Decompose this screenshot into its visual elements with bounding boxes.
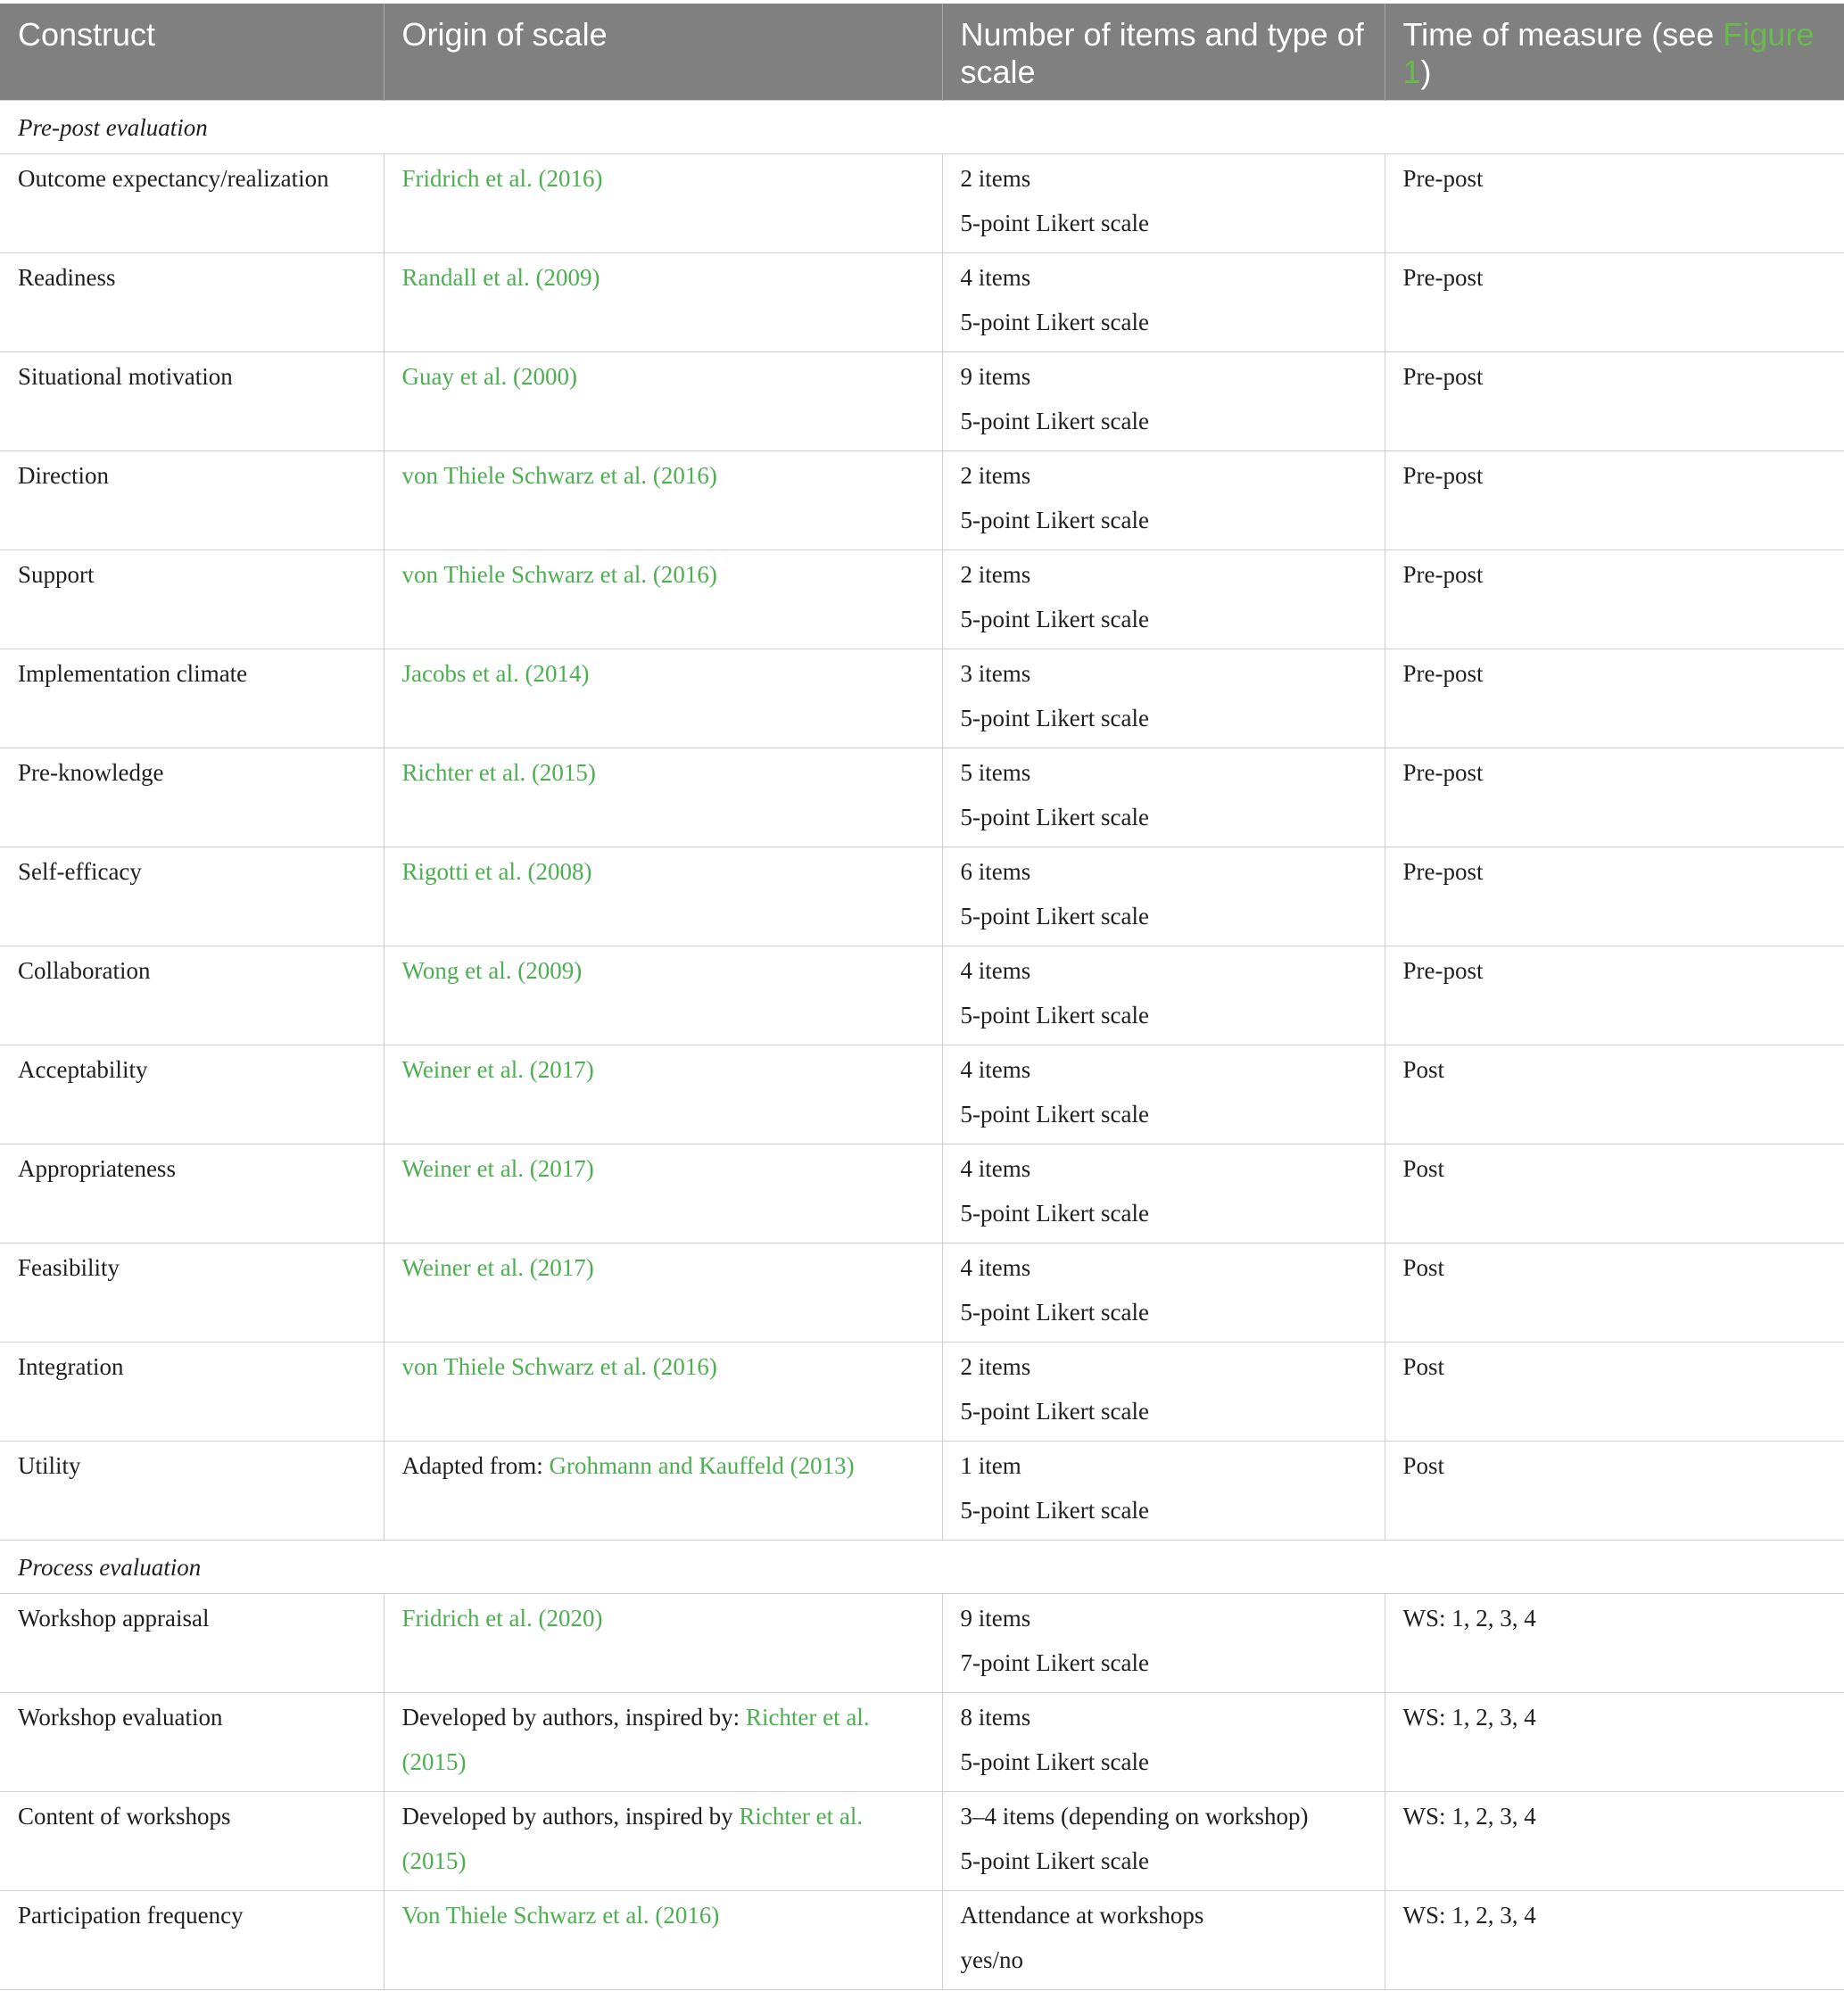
time-cell: Post [1385,1144,1844,1243]
origin-cell [384,1243,942,1343]
scale-type: 5-point Likert scale [960,210,1149,236]
construct-cell: Readiness [0,253,384,352]
origin-prefix: Developed by authors, inspired by [401,1803,740,1830]
time-cell: Pre-post [1385,748,1844,847]
time-cell: Pre-post [1385,352,1844,451]
origin-cell [384,1792,942,1891]
table-row [0,748,1844,847]
origin-cell [384,1045,942,1144]
item-count: 4 items [960,1254,1031,1281]
reference-link[interactable]: Fridrich et al. (2016) [401,165,603,192]
items-cell [942,1144,1385,1243]
table-row [0,451,1844,550]
construct-cell: Participation frequency [0,1891,384,1990]
time-cell: Pre-post [1385,253,1844,352]
table-row [0,1343,1844,1442]
construct-cell: Implementation climate [0,649,384,748]
scale-type: 5-point Likert scale [960,903,1149,930]
table-row [0,1693,1844,1792]
scale-type: 5-point Likert scale [960,1748,1149,1775]
item-count: 2 items [960,165,1031,192]
construct-cell: Workshop evaluation [0,1693,384,1792]
table-row [0,1442,1844,1541]
item-count: 1 item [960,1452,1021,1479]
reference-link[interactable]: Richter et al. (2015) [401,1803,864,1874]
construct-cell: Situational motivation [0,352,384,451]
scale-type: 5-point Likert scale [960,1299,1149,1326]
items-cell [942,550,1385,649]
measures-table [0,4,1844,1990]
table-row [0,352,1844,451]
reference-link[interactable]: Weiner et al. (2017) [401,1155,594,1182]
item-count: 4 items [960,1056,1031,1083]
item-count: 3–4 items (depending on workshop) [960,1803,1309,1830]
time-cell: Pre-post [1385,847,1844,946]
scale-type: 5-point Likert scale [960,1200,1149,1227]
reference-link[interactable]: Weiner et al. (2017) [401,1254,594,1281]
item-count: 9 items [960,363,1031,390]
item-count: 4 items [960,957,1031,984]
table-row [0,1243,1844,1343]
item-count: 8 items [960,1704,1031,1731]
reference-link[interactable]: Richter et al. (2015) [401,759,596,786]
origin-prefix: Adapted from: [401,1452,550,1479]
time-cell: Post [1385,1045,1844,1144]
origin-cell [384,649,942,748]
origin-cell [384,1343,942,1442]
table-row [0,1594,1844,1693]
items-cell [942,1594,1385,1693]
time-cell: WS: 1, 2, 3, 4 [1385,1792,1844,1891]
items-cell [942,847,1385,946]
construct-cell: Integration [0,1343,384,1442]
construct-cell: Support [0,550,384,649]
header-row [0,4,1844,101]
origin-cell [384,748,942,847]
construct-cell: Collaboration [0,946,384,1045]
origin-prefix: Developed by authors, inspired by: [401,1704,746,1731]
table-row [0,1891,1844,1990]
item-count: 9 items [960,1605,1031,1632]
scale-type: 5-point Likert scale [960,1002,1149,1029]
reference-link[interactable]: Wong et al. (2009) [401,957,583,984]
scale-type: 5-point Likert scale [960,408,1149,434]
construct-cell: Workshop appraisal [0,1594,384,1693]
reference-link[interactable]: von Thiele Schwarz et al. (2016) [401,1353,717,1380]
reference-link[interactable]: Von Thiele Schwarz et al. (2016) [401,1902,720,1929]
item-count: 3 items [960,660,1031,687]
origin-cell [384,1693,942,1792]
header-construct: Construct [0,4,384,101]
table-row [0,154,1844,253]
table-row [0,550,1844,649]
table-row [0,946,1844,1045]
reference-link[interactable]: Weiner et al. (2017) [401,1056,594,1083]
scale-type: 5-point Likert scale [960,1847,1149,1874]
item-count: 4 items [960,264,1031,291]
origin-cell [384,1891,942,1990]
section-row [0,1541,1844,1594]
item-count: 2 items [960,1353,1031,1380]
table-row [0,847,1844,946]
item-count: Attendance at workshops [960,1902,1204,1929]
construct-cell: Outcome expectancy/realization [0,154,384,253]
table-row [0,1045,1844,1144]
reference-link[interactable]: Fridrich et al. (2020) [401,1605,603,1632]
time-cell: Pre-post [1385,649,1844,748]
scale-type: 5-point Likert scale [960,309,1149,335]
reference-link[interactable]: von Thiele Schwarz et al. (2016) [401,462,717,489]
scale-type: yes/no [960,1946,1023,1973]
items-cell [942,1693,1385,1792]
reference-link[interactable]: Randall et al. (2009) [401,264,600,291]
time-cell: Pre-post [1385,451,1844,550]
construct-cell: Feasibility [0,1243,384,1343]
items-cell [942,154,1385,253]
item-count: 5 items [960,759,1031,786]
scale-type: 5-point Likert scale [960,1497,1149,1524]
items-cell [942,451,1385,550]
items-cell [942,253,1385,352]
reference-link[interactable]: von Thiele Schwarz et al. (2016) [401,561,717,588]
scale-type: 5-point Likert scale [960,804,1149,830]
origin-cell [384,1144,942,1243]
time-cell: WS: 1, 2, 3, 4 [1385,1693,1844,1792]
header-time-prefix: Time of measure (see [1402,16,1724,53]
origin-cell [384,451,942,550]
header-time [1385,4,1844,101]
reference-link[interactable]: Guay et al. (2000) [401,363,577,390]
section-title: Process evaluation [0,1541,1844,1594]
items-cell [942,1343,1385,1442]
table-row [0,649,1844,748]
items-cell [942,748,1385,847]
time-cell: WS: 1, 2, 3, 4 [1385,1594,1844,1693]
header-origin: Origin of scale [384,4,942,101]
scale-type: 5-point Likert scale [960,705,1149,731]
construct-cell: Utility [0,1442,384,1541]
time-cell: Pre-post [1385,946,1844,1045]
scale-type: 5-point Likert scale [960,507,1149,533]
items-cell [942,946,1385,1045]
item-count: 6 items [960,858,1031,885]
reference-link[interactable]: Rigotti et al. (2008) [401,858,592,885]
time-cell: WS: 1, 2, 3, 4 [1385,1891,1844,1990]
origin-cell [384,1594,942,1693]
reference-link[interactable]: Richter et al. (2015) [401,1704,870,1775]
scale-type: 5-point Likert scale [960,1398,1149,1425]
time-cell: Pre-post [1385,550,1844,649]
origin-cell [384,550,942,649]
construct-cell: Appropriateness [0,1144,384,1243]
items-cell [942,352,1385,451]
construct-cell: Acceptability [0,1045,384,1144]
items-cell [942,649,1385,748]
items-cell [942,1045,1385,1144]
reference-link[interactable]: Grohmann and Kauffeld (2013) [549,1452,855,1479]
table-row [0,253,1844,352]
scale-type: 5-point Likert scale [960,606,1149,632]
construct-cell: Direction [0,451,384,550]
item-count: 4 items [960,1155,1031,1182]
header-items: Number of items and type of scale [942,4,1385,101]
item-count: 2 items [960,462,1031,489]
origin-cell [384,1442,942,1541]
time-cell: Post [1385,1243,1844,1343]
time-cell: Post [1385,1343,1844,1442]
origin-cell [384,253,942,352]
reference-link[interactable]: Jacobs et al. (2014) [401,660,590,687]
origin-cell [384,154,942,253]
scale-type: 5-point Likert scale [960,1101,1149,1128]
table-row [0,1144,1844,1243]
scale-type: 7-point Likert scale [960,1649,1149,1676]
items-cell [942,1243,1385,1343]
items-cell [942,1891,1385,1990]
section-title: Pre-post evaluation [0,101,1844,154]
figure-1-link[interactable]: Figure 1 [1402,16,1815,90]
header-time-suffix: ) [1420,54,1432,90]
time-cell: Post [1385,1442,1844,1541]
construct-cell: Pre-knowledge [0,748,384,847]
origin-cell [384,946,942,1045]
items-cell [942,1442,1385,1541]
table-row [0,1792,1844,1891]
origin-cell [384,352,942,451]
construct-cell: Self-efficacy [0,847,384,946]
section-row [0,101,1844,154]
time-cell: Pre-post [1385,154,1844,253]
construct-cell: Content of workshops [0,1792,384,1891]
items-cell [942,1792,1385,1891]
item-count: 2 items [960,561,1031,588]
origin-cell [384,847,942,946]
